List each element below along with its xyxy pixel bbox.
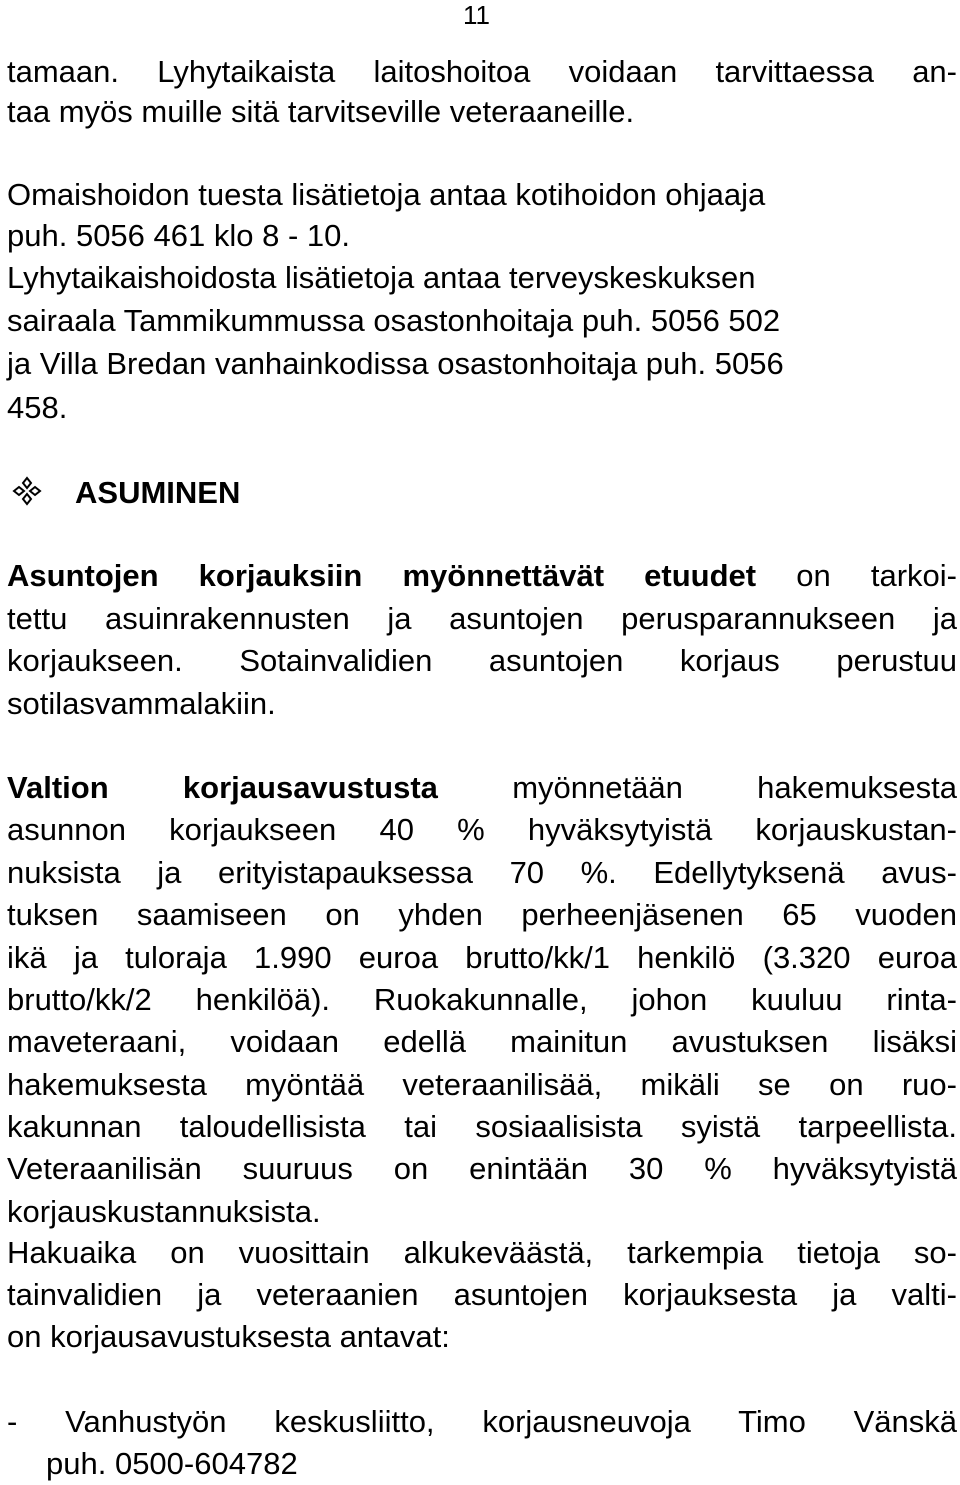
page-number: 11 <box>463 0 490 30</box>
paragraph-line: Omaishoidon tuesta lisätietoja antaa kotihoidon ohjaaja <box>7 177 766 212</box>
bold-lead: Asuntojen korjauksiin myönnettävät etuudet <box>7 558 757 593</box>
section-title: ASUMINEN <box>75 475 241 510</box>
list-item: - Vanhustyön keskusliitto, korjausneuvoja Timo Vänskä <box>7 1404 957 1439</box>
paragraph-line: puh. 5056 461 klo 8 - 10. <box>7 218 350 253</box>
paragraph-line: tainvalidien ja veteraanien asuntojen korjauksesta ja valti- <box>7 1277 957 1312</box>
paragraph-line: tuksen saamiseen on yhden perheenjäsenen 65 vuoden <box>7 897 957 932</box>
paragraph-line <box>7 556 957 596</box>
paragraph-line: ja Villa Bredan vanhainkodissa osastonhoitaja puh. 5056 <box>7 346 784 381</box>
paragraph-line: tamaan. Lyhytaikaista laitoshoitoa voidaan tarvittaessa an- <box>7 54 957 89</box>
paragraph-line: korjaukseen. Sotainvalidien asuntojen korjaus perustuu <box>7 643 957 678</box>
paragraph-line: on korjausavustuksesta antavat: <box>7 1319 450 1354</box>
paragraph-line: sairaala Tammikummussa osastonhoitaja puh. 5056 502 <box>7 303 781 338</box>
paragraph-line: sotilasvammalakiin. <box>7 686 276 721</box>
paragraph-line: korjauskustannuksista. <box>7 1194 321 1229</box>
paragraph-text: myönnetään hakemuksesta <box>437 770 958 805</box>
paragraph-line: Veteraanilisän suuruus on enintään 30 % hyväksytyistä <box>7 1151 957 1186</box>
paragraph-line <box>7 768 957 808</box>
paragraph-line: taa myös muille sitä tarvitseville veteraaneille. <box>7 94 635 129</box>
paragraph-line: asunnon korjaukseen 40 % hyväksytyistä korjauskustan- <box>7 812 957 847</box>
section-heading <box>7 473 241 513</box>
diamond-bullet-icon <box>12 476 42 506</box>
paragraph-line: nuksista ja erityistapauksessa 70 %. Edellytyksenä avus- <box>7 855 957 890</box>
paragraph-line: Hakuaika on vuosittain alkukeväästä, tarkempia tietoja so- <box>7 1235 957 1270</box>
paragraph-line: maveteraani, voidaan edellä mainitun avustuksen lisäksi <box>7 1024 957 1059</box>
paragraph-line: Lyhytaikaishoidosta lisätietoja antaa terveyskeskuksen <box>7 260 756 295</box>
paragraph-line: hakemuksesta myöntää veteraanilisää, mikäli se on ruo- <box>7 1067 957 1102</box>
paragraph-line: brutto/kk/2 henkilöä). Ruokakunnalle, johon kuuluu rinta- <box>7 982 957 1017</box>
paragraph-line: kakunnan taloudellisista tai sosiaalisista syistä tarpeellista. <box>7 1109 957 1144</box>
paragraph-line: tettu asuinrakennusten ja asuntojen perusparannukseen ja <box>7 601 957 636</box>
paragraph-line: 458. <box>7 390 68 425</box>
list-item-phone: puh. 0500-604782 <box>46 1446 298 1481</box>
bold-lead: Valtion korjausavustusta <box>7 770 438 805</box>
paragraph-text: on tarkoi- <box>756 558 957 593</box>
paragraph-line: ikä ja tuloraja 1.990 euroa brutto/kk/1 henkilö (3.320 euroa <box>7 940 957 975</box>
